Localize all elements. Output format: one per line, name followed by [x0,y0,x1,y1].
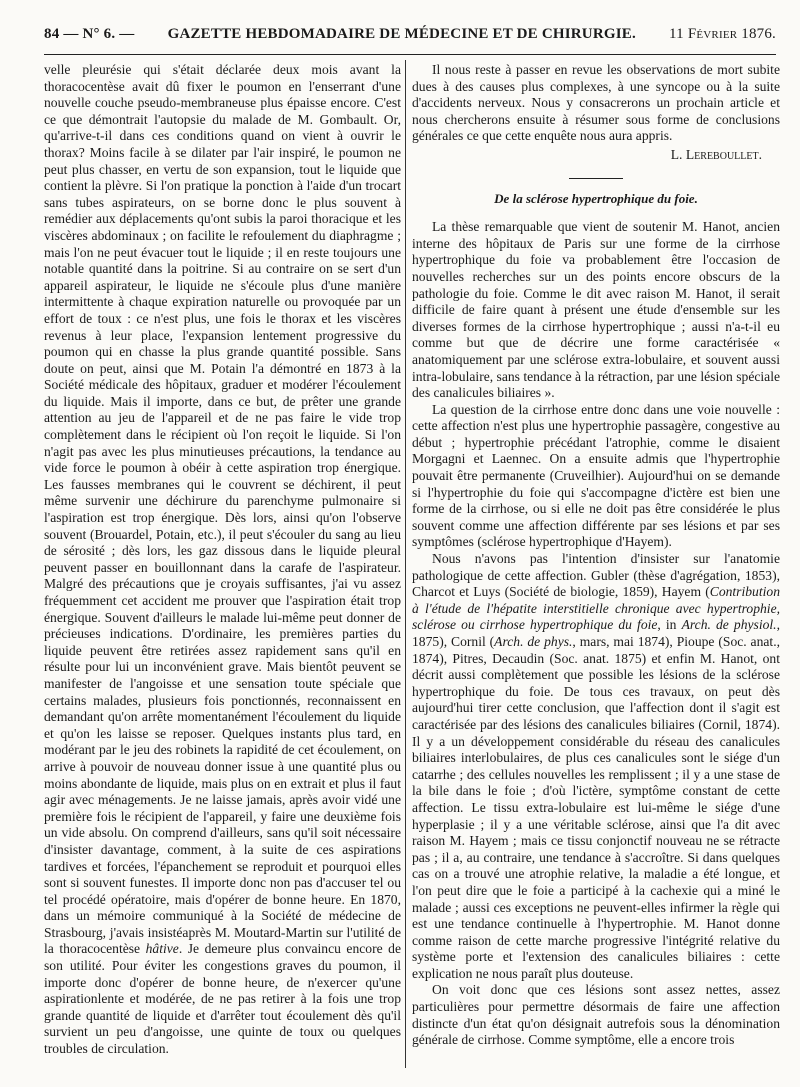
article-paragraph-2: La question de la cirrhose entre donc dans une voie nouvelle : cette affection n'est plus une hypertrophie passagère, congestive au début ; hypertrophie précédant l'atrophie, comme le disaient Morgagni et Laennec. On a ensuite admis que l'hypertrophie pouvait être permanente (Cruveilhier). Aujourd'hui on se demande si l'hypertrophie du foie qui s'accompagne d'ictère est bien une forme de la cirrhose, ou si elle ne doit pas être considérée le plus souvent comme une affection différente par ses lésions et par ses symptômes (sclérose hypertrophique d'Hayem). [412,401,780,550]
journal-title: GAZETTE HEBDOMADAIRE DE MÉDECINE ET DE CHIRURGIE. [167,26,636,42]
article-paragraph-4: On voit donc que ces lésions sont assez nettes, assez particulières pour permettre désormais de faire une affection distincte d'un état qu'on désignait autrefois sous la dénomination générale de cirrhose. Comme symptôme, elle a encore trois [412,982,780,1048]
date-year: 1876. [741,26,776,42]
left-column [44,62,401,1067]
header-rule [44,54,776,55]
italic-term: hâtive [145,941,179,957]
issue-date [669,26,776,43]
article-paragraph-3: Nous n'avons pas l'intention d'insister sur l'anatomie pathologique de cette affection. Gubler (thèse d'agrégation, 1853), Charcot et Luys (Société de biologie, 1859), Hayem (Contribution à l'étude de l'hépatite interstitielle chronique avec hypertrophie, sclérose ou cirrhose hypertrophique du foie, in Arch. de physiol., 1875), Cornil (Arch. de phys., mars, mai 1874), Pioupe (Soc. anat., 1874), Pitres, Decaudin (Soc. anat. 1875) et enfin M. Hanot, ont décrit aussi complètement que possible les lésions de la sclérose hypertrophique du foie. De tous ces travaux, on peut dès aujourd'hui tirer cette conclusion, que l'affection dont il s'agit est caractérisée par des lésions des canalicules biliaires (Cornil, 1874). Il y a un développement considérable du réseau des canalicules biliaires interlobulaires, de plus ces canalicules sont le siége d'un catarrhe ; des cellules nouvelles les remplissent ; il y a une stase de la bile dans le foie ; d'où l'ictère, symptôme constant de cette affection. Le tissu extra-lobulaire est lui-même le siége d'une hyperplasie ; il y a une véritable sclérose, ainsi que l'a dit avec raison M. Hayem ; mais ce tissu conjonctif nouveau ne se rétracte pas ; il a, au contraire, une tendance à s'accroître. Si dans quelques cas on a trouvé une atrophie relative, la maladie a été longue, et l'on peut dire que le foie a participé à la cachexie qui a miné le malade ; aussi ces exceptions ne peuvent-elles infirmer la règle qui est une tendance continuelle à l'hypertrophie. M. Hanot donne comme raison de cette marche progressive l'intégrité relative du système porte et l'extension des canalicules biliaires : cette explication ne nous paraît plus douteuse. [412,551,780,981]
page-number: 84 — N° 6. — [44,26,135,42]
article-title: De la sclérose hypertrophique du foie. [494,190,698,206]
section-separator [569,178,623,179]
page-header [44,26,776,52]
author-signature: L. Lereboullet. [670,146,762,162]
column-divider [405,60,406,1068]
closing-paragraph: Il nous reste à passer en revue les observations de mort subite dues à des causes plus complexes, à une syncope ou à la suite d'accidents nerveux. Nous y consacrerons un prochain article et nous chercherons ensuite à résumer sous forme de conclusions générales ce que cette enquête nous aura appris. [412,62,780,144]
left-paragraph: velle pleurésie qui s'était déclarée deux mois avant la thoracocentèse avait dû fixer le poumon en l'enserrant d'une nouvelle couche pseudo-membraneuse plus épaisse encore. C'est ce que démontrait l'autopsie du malade de M. Gombault. Or, qu'arrive-t-il dans ces conditions quand on vient à ouvrir le thorax? Moins facile à se dilater par l'air inspiré, le poumon ne peut plus chasser, en vertu de son expansion, tout le liquide que contient la plèvre. Si l'on pratique la ponction à l'aide d'un trocart sans tubes aspirateurs, on se borne donc le plus souvent à remédier aux déplacements qu'ont subis la paroi thoracique et les viscères abdominaux ; on facilite le refoulement du diaphragme ; mais l'on ne peut évacuer tout le liquide ; il en reste toujours une notable quantité dans la poitrine. Si au contraire on se sert d'un appareil aspirateur, le liquide ne s'écoule plus d'une manière intermittente à chaque expiration naturelle ou provoquée par un effort de toux : ce n'est plus, une fois le thorax et les viscères revenus à leur place, l'expansion lentement progressive du poumon qui en chasse la plus grande quantité possible. Sans doute on peut, ainsi que M. Potain l'a démontré en 1873 à la Société médicale des hôpitaux, graduer et modérer l'écoulement du liquide. Mais il importe, dans ce but, de prêter une grande attention au jeu de l'appareil et de ne pas faire le vide trop complètement dans le récipient où l'on reçoit le liquide. Si l'on n'agit pas avec les plus minutieuses précautions, la tendance au vide force le poumon à obéir à cette aspiration trop énergique. Les fausses membranes qui le couvrent se déchirent, il peut même survenir une déchirure du parenchyme pulmonaire si l'aspiration est trop énergique. Dès lors, ainsi qu'on l'observe souvent (Brouardel, Potain, etc.), il peut s'écouler du sang au lieu de sérosité ; dès lors, les gaz dissous dans le liquide pleural peuvent passer en bouillonnant dans la carafe de l'aspirateur. Malgré des précautions que je croyais suffisantes, j'ai vu assez fréquemment cet accident me prouver que l'aspiration était trop énergique. Souvent d'ailleurs le malade lui-même peut donner de précieuses indications. D'ordinaire, les premières parties du liquide peuvent être retirées assez rapidement sans qu'il en résulte pour lui un inconvénient grave. Mais bientôt peuvent se manifester de l'angoisse et une sensation toute spéciale que certains malades, plusieurs fois ponctionnés, reconnaissent en demandant qu'on arrête momentanément l'écoulement du liquide et qu'on les laisse se reposer. Quelques instants plus tard, en modérant par le jeu des robinets la rapidité de cet écoulement, on arrive à pouvoir de nouveau donner issue à une quantité plus ou moins abondante de liquide, mais plus on en extrait et plus il faut agir avec ménagements. Je ne laisse jamais, après avoir vidé une première fois le récipient de l'appareil, y faire une deuxième fois un vide absolu. On comprend d'ailleurs, sans qu'il soit nécessaire d'insister davantage, comment, à la suite de ces aspirations tardives et forcées, l'épanchement se reproduit et pourquoi elles sont si souvent funestes. Il importe donc non pas d'accuser tel ou tel procédé opératoire, mais d'opérer de bonne heure. En 1870, dans un mémoire communiqué à la Société de médecine de Strasbourg, j'avais insistéaprès M. Moutard-Martin sur l'utilité de la thoracocentèse hâtive. Je demeure plus convaincu encore de son utilité. Pour éviter les congestions graves du poumon, il importe donc d'opérer de bonne heure, de n'exercer qu'une aspirationlente et modérée, de ne pas retirer à la fois une trop grande quantité de liquide et d'arrêter tout écoulement dès qu'il survient un peu d'angoisse, une quinte de toux ou quelques troubles de circulation. [44,62,401,1057]
date-month: Février [687,26,738,42]
article-paragraph-1: La thèse remarquable que vient de soutenir M. Hanot, ancien interne des hôpitaux de Paris sur une forme de la cirrhose hypertrophique du foie va probablement être l'occasion de nouvelles recherches sur un des points encore obscurs de la pathologie du foie. Comme le dit avec raison M. Hanot, il serait difficile de faire quant à présent une étude d'ensemble sur les diverses formes de la cirrhose hypertrophique ; aussi n'a-t-il eu comme but que de décrire une forme caractérisée « anatomiquement par une sclérose extra-lobulaire, et souvent aussi intra-lobulaire, sans tendance à la rétraction, par une lésion spéciale des canalicules biliaires ». [412,219,780,401]
right-column [412,62,780,1067]
date-day: 11 [669,26,684,42]
